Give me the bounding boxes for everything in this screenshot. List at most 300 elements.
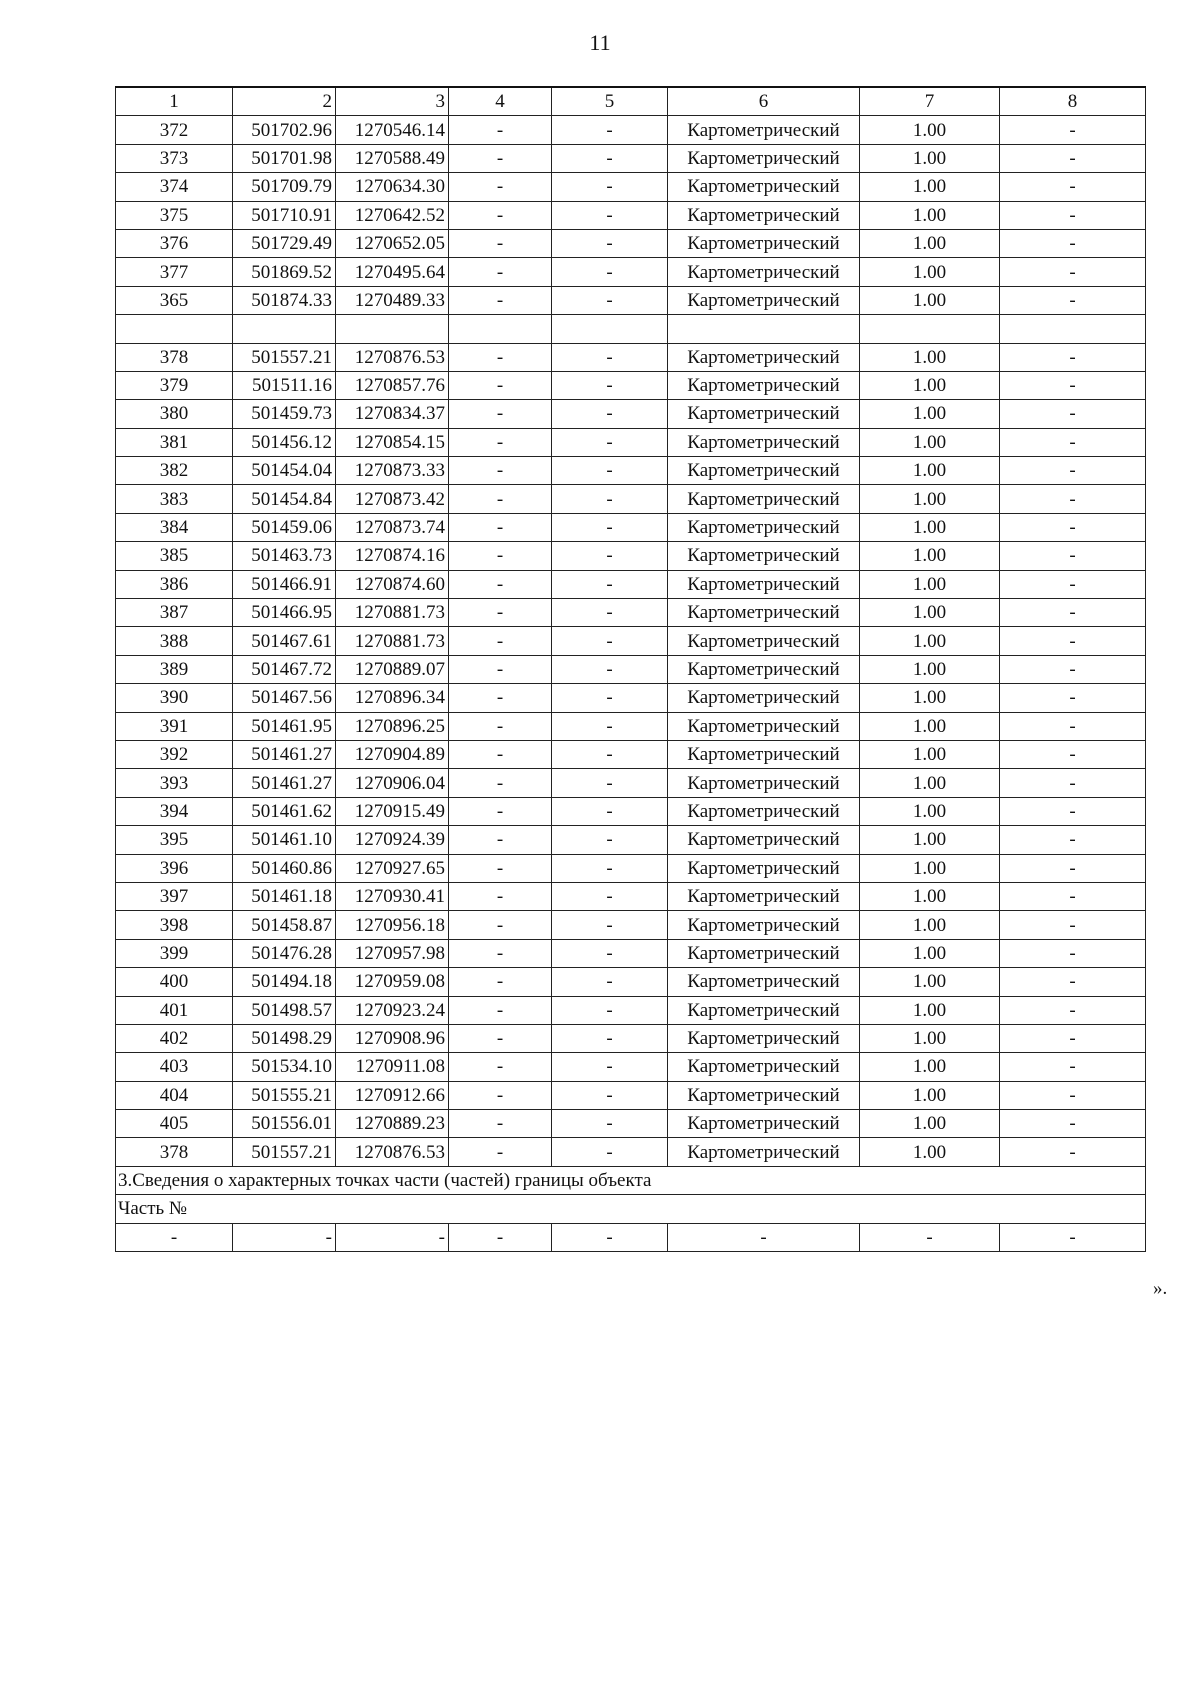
table-cell: 1270634.30: [336, 173, 449, 201]
table-cell: 1.00: [860, 542, 1000, 570]
table-cell: Картометрический: [668, 911, 860, 939]
table-cell: -: [552, 655, 668, 683]
table-cell: 1.00: [860, 996, 1000, 1024]
table-cell: 501461.62: [233, 797, 336, 825]
table-cell: 501459.06: [233, 513, 336, 541]
table-row: [116, 627, 1146, 655]
table-cell: [233, 315, 336, 343]
table-cell: 5: [552, 87, 668, 116]
table-cell: [860, 315, 1000, 343]
table-cell: 501874.33: [233, 286, 336, 314]
table-cell: -: [449, 939, 552, 967]
table-cell: -: [449, 911, 552, 939]
table-cell: 1270959.08: [336, 968, 449, 996]
table-cell: 501511.16: [233, 371, 336, 399]
table-cell: -: [449, 485, 552, 513]
part-label-row: [116, 1195, 1146, 1223]
table-row: [116, 655, 1146, 683]
table-cell: 1270642.52: [336, 201, 449, 229]
table-cell: Картометрический: [668, 826, 860, 854]
table-cell: [1000, 315, 1146, 343]
table-cell: -: [449, 740, 552, 768]
table-cell: -: [1000, 769, 1146, 797]
table-cell: -: [1000, 513, 1146, 541]
table-cell: 1270874.16: [336, 542, 449, 570]
table-cell: 397: [116, 882, 233, 910]
table-cell: 501466.95: [233, 599, 336, 627]
table-cell: Картометрический: [668, 229, 860, 257]
table-cell: 1270546.14: [336, 116, 449, 144]
table-cell: Картометрический: [668, 627, 860, 655]
table-row: [116, 854, 1146, 882]
table-cell: -: [449, 1024, 552, 1052]
table-cell: -: [449, 343, 552, 371]
table-cell: Картометрический: [668, 854, 860, 882]
table-row: [116, 400, 1146, 428]
table-cell: -: [449, 201, 552, 229]
table-cell: 385: [116, 542, 233, 570]
table-cell: 1.00: [860, 627, 1000, 655]
table-cell: Картометрический: [668, 542, 860, 570]
table-cell: Картометрический: [668, 570, 860, 598]
table-cell: 1.00: [860, 769, 1000, 797]
table-cell: -: [552, 769, 668, 797]
table-row: [116, 996, 1146, 1024]
table-cell: -: [552, 911, 668, 939]
table-cell: -: [552, 400, 668, 428]
table-cell: -: [1000, 911, 1146, 939]
table-cell: 1270881.73: [336, 599, 449, 627]
table-cell: 1270908.96: [336, 1024, 449, 1052]
table-cell: -: [552, 797, 668, 825]
table-cell: 1270912.66: [336, 1081, 449, 1109]
table-cell: -: [449, 826, 552, 854]
table-cell: 388: [116, 627, 233, 655]
table-cell: -: [552, 1024, 668, 1052]
table-cell: -: [552, 343, 668, 371]
table-row: [116, 428, 1146, 456]
table-cell: -: [1000, 144, 1146, 172]
table-cell: 501729.49: [233, 229, 336, 257]
table-cell: 378: [116, 343, 233, 371]
table-cell: 1270906.04: [336, 769, 449, 797]
table-cell: 501467.72: [233, 655, 336, 683]
table-cell: 1.00: [860, 1081, 1000, 1109]
table-row: [116, 371, 1146, 399]
table-cell: -: [860, 1223, 1000, 1251]
closing-quote-mark: ».: [1153, 1278, 1168, 1299]
table-cell: 1.00: [860, 599, 1000, 627]
table-cell: 372: [116, 116, 233, 144]
table-cell: -: [552, 1138, 668, 1166]
table-cell: 1270924.39: [336, 826, 449, 854]
table-cell: 501458.87: [233, 911, 336, 939]
coordinates-table: [115, 86, 1146, 1252]
table-row: [116, 513, 1146, 541]
table-cell: Картометрический: [668, 968, 860, 996]
table-cell: Картометрический: [668, 769, 860, 797]
table-row: [116, 968, 1146, 996]
table-cell: -: [1000, 854, 1146, 882]
table-cell: 501498.57: [233, 996, 336, 1024]
table-cell: 1270495.64: [336, 258, 449, 286]
table-cell: -: [449, 286, 552, 314]
table-cell: 1270881.73: [336, 627, 449, 655]
table-cell: -: [1000, 1024, 1146, 1052]
table-cell: -: [552, 457, 668, 485]
table-cell: 1.00: [860, 485, 1000, 513]
table-cell: 501476.28: [233, 939, 336, 967]
table-cell: 399: [116, 939, 233, 967]
table-cell: Картометрический: [668, 797, 860, 825]
table-cell: -: [449, 116, 552, 144]
table-cell: 1270904.89: [336, 740, 449, 768]
table-cell: -: [449, 570, 552, 598]
table-cell: 501459.73: [233, 400, 336, 428]
table-cell: [116, 315, 233, 343]
table-cell: [336, 315, 449, 343]
table-cell: 4: [449, 87, 552, 116]
table-row: [116, 599, 1146, 627]
table-cell: -: [449, 1138, 552, 1166]
table-cell: -: [1000, 712, 1146, 740]
table-cell: 1270889.23: [336, 1110, 449, 1138]
table-cell: 501461.95: [233, 712, 336, 740]
table-body: [116, 87, 1146, 1252]
table-cell: Картометрический: [668, 343, 860, 371]
table-cell: 1270915.49: [336, 797, 449, 825]
table-cell: 401: [116, 996, 233, 1024]
table-cell: Картометрический: [668, 740, 860, 768]
table-cell: Картометрический: [668, 1138, 860, 1166]
table-cell: 501702.96: [233, 116, 336, 144]
table-cell: 501494.18: [233, 968, 336, 996]
table-cell: 400: [116, 968, 233, 996]
table-cell: 501709.79: [233, 173, 336, 201]
table-cell: [552, 315, 668, 343]
table-cell: -: [1000, 343, 1146, 371]
table-cell: 1.00: [860, 684, 1000, 712]
table-cell: -: [552, 1223, 668, 1251]
table-cell: 395: [116, 826, 233, 854]
table-cell: -: [449, 428, 552, 456]
section-title: 3.Сведения о характерных точках части (частей) границы объекта: [116, 1166, 1146, 1194]
table-cell: -: [552, 144, 668, 172]
table-cell: 1270489.33: [336, 286, 449, 314]
table-row: [116, 144, 1146, 172]
table-row: [116, 201, 1146, 229]
table-cell: -: [552, 712, 668, 740]
table-cell: 501463.73: [233, 542, 336, 570]
table-cell: -: [449, 258, 552, 286]
table-cell: 501556.01: [233, 1110, 336, 1138]
table-cell: 1.00: [860, 400, 1000, 428]
table-row: [116, 229, 1146, 257]
table-row: [116, 457, 1146, 485]
table-cell: -: [449, 1053, 552, 1081]
table-cell: -: [449, 1081, 552, 1109]
table-cell: -: [116, 1223, 233, 1251]
table-cell: -: [1000, 1053, 1146, 1081]
table-row: [116, 939, 1146, 967]
table-cell: -: [1000, 996, 1146, 1024]
table-cell: -: [552, 286, 668, 314]
table-cell: -: [1000, 201, 1146, 229]
table-cell: -: [552, 882, 668, 910]
table-cell: 398: [116, 911, 233, 939]
table-cell: 501467.56: [233, 684, 336, 712]
table-cell: 1270957.98: [336, 939, 449, 967]
table-cell: -: [449, 684, 552, 712]
table-cell: 501557.21: [233, 1138, 336, 1166]
table-row: [116, 1024, 1146, 1052]
table-cell: Картометрический: [668, 116, 860, 144]
table-cell: 1270923.24: [336, 996, 449, 1024]
table-cell: 375: [116, 201, 233, 229]
table-cell: 3: [336, 87, 449, 116]
table-cell: -: [552, 740, 668, 768]
table-cell: Картометрический: [668, 400, 860, 428]
table-cell: 379: [116, 371, 233, 399]
table-cell: 1.00: [860, 740, 1000, 768]
table-cell: 1.00: [860, 116, 1000, 144]
table-cell: 390: [116, 684, 233, 712]
table-cell: 1270873.74: [336, 513, 449, 541]
table-row: [116, 797, 1146, 825]
table-cell: -: [449, 769, 552, 797]
table-cell: -: [552, 1110, 668, 1138]
table-cell: 1.00: [860, 1110, 1000, 1138]
table-cell: -: [552, 1053, 668, 1081]
table-cell: 8: [1000, 87, 1146, 116]
table-cell: -: [552, 627, 668, 655]
table-cell: -: [449, 712, 552, 740]
table-cell: 386: [116, 570, 233, 598]
table-cell: 376: [116, 229, 233, 257]
table-cell: -: [1000, 400, 1146, 428]
table-cell: 1.00: [860, 797, 1000, 825]
table-cell: -: [449, 599, 552, 627]
table-cell: 501710.91: [233, 201, 336, 229]
table-row: [116, 769, 1146, 797]
table-cell: -: [552, 1081, 668, 1109]
table-cell: -: [1000, 428, 1146, 456]
table-cell: 1.00: [860, 655, 1000, 683]
table-cell: 383: [116, 485, 233, 513]
table-cell: 501461.27: [233, 740, 336, 768]
table-cell: 501461.18: [233, 882, 336, 910]
table-cell: -: [449, 627, 552, 655]
table-cell: 1.00: [860, 229, 1000, 257]
table-cell: 1270873.42: [336, 485, 449, 513]
table-cell: -: [1000, 684, 1146, 712]
table-cell: 1270874.60: [336, 570, 449, 598]
table-cell: -: [1000, 1138, 1146, 1166]
table-cell: 1270873.33: [336, 457, 449, 485]
table-cell: -: [552, 599, 668, 627]
table-cell: -: [1000, 1081, 1146, 1109]
table-cell: Картометрический: [668, 457, 860, 485]
table-cell: Картометрический: [668, 712, 860, 740]
table-cell: 405: [116, 1110, 233, 1138]
table-cell: -: [1000, 116, 1146, 144]
table-cell: 392: [116, 740, 233, 768]
table-cell: -: [1000, 229, 1146, 257]
table-cell: -: [552, 939, 668, 967]
table-cell: Картометрический: [668, 513, 860, 541]
table-cell: 6: [668, 87, 860, 116]
table-cell: -: [449, 882, 552, 910]
table-cell: -: [449, 1223, 552, 1251]
table-cell: 1.00: [860, 854, 1000, 882]
table-cell: -: [552, 201, 668, 229]
table-cell: -: [552, 542, 668, 570]
table-header-row: [116, 87, 1146, 116]
table-cell: -: [1000, 542, 1146, 570]
table-cell: 501555.21: [233, 1081, 336, 1109]
table-cell: -: [552, 258, 668, 286]
table-cell: -: [552, 485, 668, 513]
table-cell: -: [1000, 371, 1146, 399]
table-cell: 1270927.65: [336, 854, 449, 882]
table-row: [116, 684, 1146, 712]
table-cell: -: [1000, 939, 1146, 967]
table-cell: [668, 315, 860, 343]
table-row: [116, 258, 1146, 286]
table-cell: -: [1000, 258, 1146, 286]
table-cell: -: [449, 996, 552, 1024]
table-cell: -: [1000, 655, 1146, 683]
table-cell: Картометрический: [668, 1110, 860, 1138]
table-cell: -: [449, 229, 552, 257]
table-cell: Картометрический: [668, 1024, 860, 1052]
table-cell: -: [1000, 286, 1146, 314]
table-cell: 1270876.53: [336, 1138, 449, 1166]
table-cell: 1270889.07: [336, 655, 449, 683]
table-cell: Картометрический: [668, 1081, 860, 1109]
table-cell: -: [552, 116, 668, 144]
table-cell: 1.00: [860, 201, 1000, 229]
table-cell: -: [336, 1223, 449, 1251]
table-cell: 1.00: [860, 286, 1000, 314]
table-cell: 501454.84: [233, 485, 336, 513]
table-cell: 7: [860, 87, 1000, 116]
table-cell: -: [1000, 968, 1146, 996]
table-row: [116, 1081, 1146, 1109]
table-cell: Картометрический: [668, 258, 860, 286]
table-cell: -: [1000, 797, 1146, 825]
table-cell: -: [1000, 485, 1146, 513]
table-row: [116, 712, 1146, 740]
table-cell: 1.00: [860, 1024, 1000, 1052]
table-cell: -: [552, 570, 668, 598]
table-cell: 1.00: [860, 343, 1000, 371]
table-cell: -: [1000, 570, 1146, 598]
table-cell: 1270588.49: [336, 144, 449, 172]
table-cell: 1270652.05: [336, 229, 449, 257]
table-cell: -: [1000, 740, 1146, 768]
table-cell: [449, 315, 552, 343]
table-cell: Картометрический: [668, 371, 860, 399]
table-cell: 402: [116, 1024, 233, 1052]
table-cell: 2: [233, 87, 336, 116]
table-cell: 1.00: [860, 1138, 1000, 1166]
table-cell: -: [449, 513, 552, 541]
table-cell: -: [552, 428, 668, 456]
table-cell: Картометрический: [668, 599, 860, 627]
table-cell: 501456.12: [233, 428, 336, 456]
table-row: [116, 173, 1146, 201]
table-cell: 1.00: [860, 371, 1000, 399]
table-cell: 1270896.34: [336, 684, 449, 712]
table-cell: 1270854.15: [336, 428, 449, 456]
table-cell: 1.00: [860, 570, 1000, 598]
table-cell: 1270876.53: [336, 343, 449, 371]
table-cell: 365: [116, 286, 233, 314]
table-cell: 1.00: [860, 911, 1000, 939]
table-cell: -: [552, 854, 668, 882]
table-cell: 1.00: [860, 144, 1000, 172]
table-cell: 501557.21: [233, 343, 336, 371]
table-cell: -: [449, 797, 552, 825]
table-cell: 384: [116, 513, 233, 541]
table-cell: -: [449, 655, 552, 683]
table-cell: Картометрический: [668, 939, 860, 967]
table-cell: 501534.10: [233, 1053, 336, 1081]
table-cell: 501466.91: [233, 570, 336, 598]
table-cell: -: [449, 968, 552, 996]
table-cell: Картометрический: [668, 655, 860, 683]
table-cell: 404: [116, 1081, 233, 1109]
table-cell: 501460.86: [233, 854, 336, 882]
table-cell: 389: [116, 655, 233, 683]
table-cell: 378: [116, 1138, 233, 1166]
table-cell: -: [449, 144, 552, 172]
table-cell: 501869.52: [233, 258, 336, 286]
table-row: [116, 485, 1146, 513]
table-cell: Картометрический: [668, 485, 860, 513]
table-cell: Картометрический: [668, 286, 860, 314]
table-cell: 501461.10: [233, 826, 336, 854]
table-cell: 1270896.25: [336, 712, 449, 740]
table-cell: -: [552, 968, 668, 996]
table-cell: 373: [116, 144, 233, 172]
table-cell: 501701.98: [233, 144, 336, 172]
table-row: [116, 911, 1146, 939]
table-row: [116, 740, 1146, 768]
table-cell: -: [449, 542, 552, 570]
table-cell: -: [1000, 173, 1146, 201]
table-cell: 394: [116, 797, 233, 825]
table-cell: -: [1000, 1110, 1146, 1138]
table-cell: 1.00: [860, 968, 1000, 996]
table-cell: 501454.04: [233, 457, 336, 485]
table-cell: -: [449, 854, 552, 882]
table-cell: 1.00: [860, 457, 1000, 485]
table-cell: 374: [116, 173, 233, 201]
table-cell: -: [552, 684, 668, 712]
table-cell: -: [1000, 599, 1146, 627]
table-cell: 381: [116, 428, 233, 456]
table-cell: 1.00: [860, 882, 1000, 910]
table-cell: -: [1000, 1223, 1146, 1251]
table-cell: -: [668, 1223, 860, 1251]
table-cell: 393: [116, 769, 233, 797]
table-cell: -: [449, 1110, 552, 1138]
table-cell: -: [1000, 882, 1146, 910]
table-cell: 1.00: [860, 826, 1000, 854]
table-cell: 501461.27: [233, 769, 336, 797]
